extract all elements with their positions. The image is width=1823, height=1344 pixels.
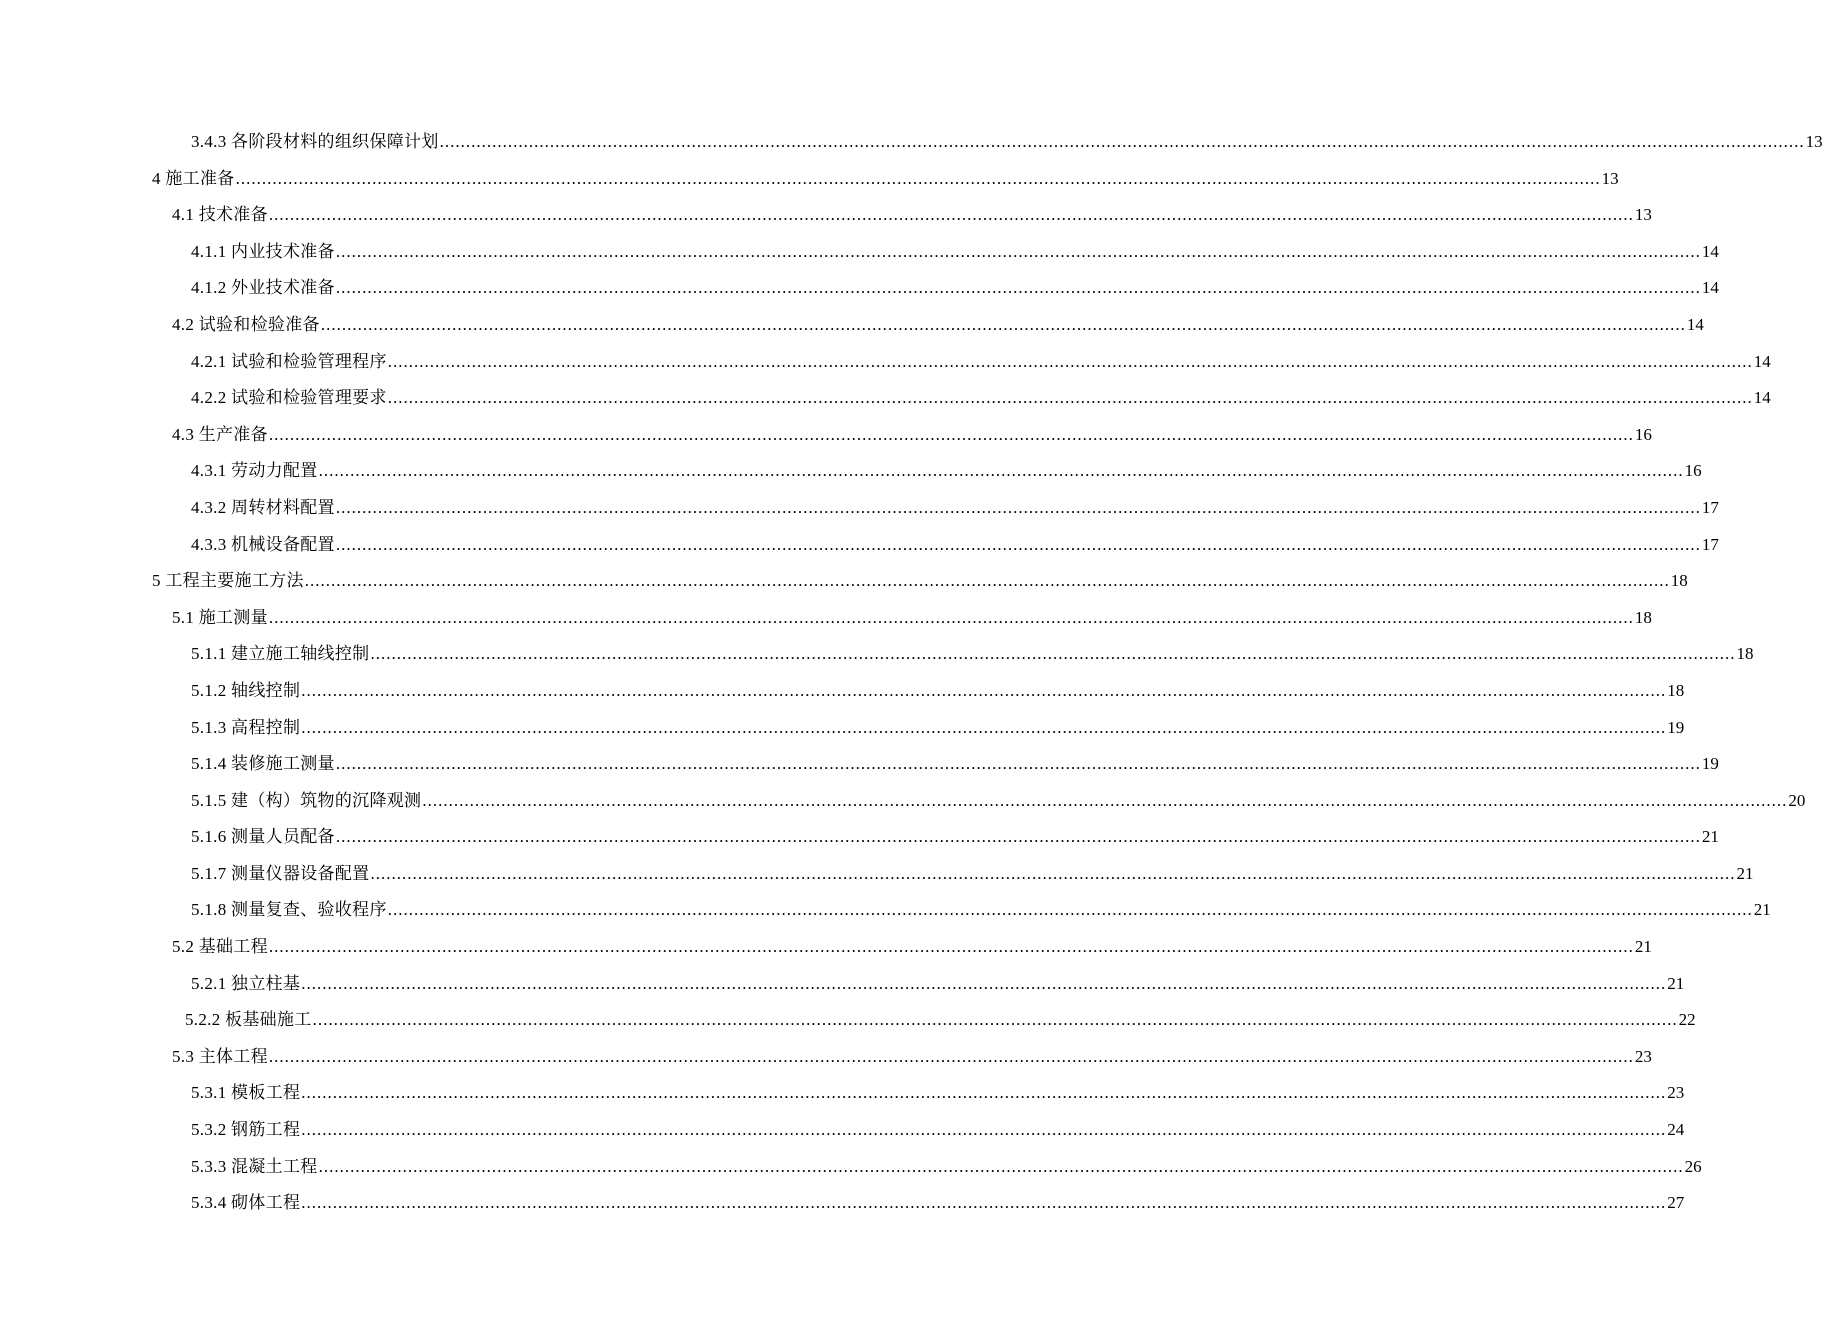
toc-entry-label: 5.3.1 模板工程 [191, 1083, 301, 1103]
toc-leader-dots: .................................................................................................................................................................................................................................................................... [387, 900, 1753, 920]
toc-entry-link[interactable] [191, 895, 1771, 920]
toc-entry-link[interactable] [191, 493, 1719, 518]
toc-leader-dots: .................................................................................................................................................................................................................................................................... [318, 1156, 1684, 1176]
toc-leader-dots: .................................................................................................................................................................................................................................................................... [268, 937, 1634, 957]
toc-entry [0, 447, 1702, 484]
toc-entry-link[interactable] [172, 310, 1704, 335]
toc-entry [0, 960, 1685, 997]
toc-entry [0, 301, 1704, 338]
toc-entry-link[interactable] [191, 383, 1771, 408]
toc-entry [0, 777, 1806, 814]
toc-entry-label: 4.1.1 内业技术准备 [191, 241, 335, 261]
toc-entry [0, 996, 1696, 1033]
toc-entry-page-number: 17 [1701, 497, 1719, 517]
toc-entry [0, 886, 1771, 923]
toc-entry-link[interactable] [185, 1005, 1696, 1030]
toc-entry-page-number: 13 [1634, 205, 1652, 225]
toc-entry-page-number: 17 [1701, 534, 1719, 554]
toc-entry-label: 5.1.1 建立施工轴线控制 [191, 644, 370, 664]
toc-entry [0, 118, 1823, 155]
toc-entry-page-number: 16 [1634, 424, 1652, 444]
toc-entry [0, 338, 1771, 375]
toc-entry [0, 228, 1719, 265]
toc-entry-link[interactable] [191, 1078, 1685, 1103]
toc-entry-link[interactable] [191, 347, 1771, 372]
toc-entry-link[interactable] [191, 822, 1719, 847]
toc-entry-label: 5.1 施工测量 [172, 607, 268, 627]
toc-leader-dots: .................................................................................................................................................................................................................................................................... [370, 863, 1736, 883]
toc-entry-link[interactable] [172, 603, 1652, 628]
toc-entry-page-number: 21 [1753, 900, 1771, 920]
toc-entry [0, 1033, 1652, 1070]
toc-entry-page-number: 14 [1701, 278, 1719, 298]
toc-entry [0, 740, 1719, 777]
toc-entry-page-number: 21 [1667, 973, 1685, 993]
toc-entry-page-number: 14 [1686, 314, 1704, 334]
toc-leader-dots: .................................................................................................................................................................................................................................................................... [387, 351, 1753, 371]
toc-leader-dots: .................................................................................................................................................................................................................................................................... [320, 314, 1686, 334]
toc-entry-link[interactable] [191, 786, 1806, 811]
toc-leader-dots: .................................................................................................................................................................................................................................................................... [312, 1010, 1678, 1030]
toc-entry-link[interactable] [191, 713, 1685, 738]
toc-entry [0, 667, 1685, 704]
toc-entry-page-number: 16 [1684, 461, 1702, 481]
toc-leader-dots: .................................................................................................................................................................................................................................................................... [335, 497, 1701, 517]
toc-entry-label: 5.1.7 测量仪器设备配置 [191, 863, 370, 883]
toc-entry-link[interactable] [172, 1042, 1652, 1067]
toc-entry [0, 704, 1685, 741]
toc-entry [0, 557, 1688, 594]
toc-entry-link[interactable] [172, 420, 1652, 445]
toc-entry-label: 4.3 生产准备 [172, 424, 268, 444]
toc-leader-dots: .................................................................................................................................................................................................................................................................... [235, 168, 1601, 188]
toc-leader-dots: .................................................................................................................................................................................................................................................................... [301, 680, 1667, 700]
toc-entry [0, 484, 1719, 521]
toc-entry [0, 1106, 1685, 1143]
table-of-contents [0, 118, 1823, 1216]
toc-leader-dots: .................................................................................................................................................................................................................................................................... [335, 534, 1701, 554]
toc-entry-link[interactable] [191, 676, 1685, 701]
toc-entry-page-number: 19 [1701, 754, 1719, 774]
toc-leader-dots: .................................................................................................................................................................................................................................................................... [301, 973, 1667, 993]
toc-entry-page-number: 23 [1634, 1046, 1652, 1066]
toc-entry-link[interactable] [191, 530, 1719, 555]
toc-entry-label: 5.2.2 板基础施工 [185, 1010, 312, 1030]
toc-leader-dots: .................................................................................................................................................................................................................................................................... [268, 1046, 1634, 1066]
toc-entry-label: 4 施工准备 [152, 168, 235, 188]
toc-leader-dots: .................................................................................................................................................................................................................................................................... [335, 827, 1701, 847]
toc-entry-label: 5.3.3 混凝土工程 [191, 1156, 318, 1176]
toc-entry-page-number: 22 [1678, 1010, 1696, 1030]
toc-leader-dots: .................................................................................................................................................................................................................................................................... [304, 571, 1670, 591]
toc-leader-dots: .................................................................................................................................................................................................................................................................... [439, 132, 1805, 151]
toc-entry-link[interactable] [152, 164, 1619, 189]
toc-entry-link[interactable] [191, 273, 1719, 298]
toc-entry-page-number: 18 [1634, 607, 1652, 627]
toc-entry-label: 4.3.3 机械设备配置 [191, 534, 335, 554]
toc-leader-dots: .................................................................................................................................................................................................................................................................... [268, 205, 1634, 225]
toc-entry-page-number: 19 [1667, 717, 1685, 737]
toc-entry-label: 5.1.8 测量复查、验收程序 [191, 900, 387, 920]
toc-entry-label: 4.3.2 周转材料配置 [191, 497, 335, 517]
toc-leader-dots: .................................................................................................................................................................................................................................................................... [318, 461, 1684, 481]
toc-entry-label: 4.2 试验和检验准备 [172, 314, 320, 334]
toc-entry [0, 923, 1652, 960]
toc-entry-label: 5.1.2 轴线控制 [191, 680, 301, 700]
toc-entry-link[interactable] [172, 932, 1652, 957]
toc-entry [0, 594, 1652, 631]
toc-entry [0, 374, 1771, 411]
toc-entry-page-number: 24 [1667, 1120, 1685, 1140]
toc-entry-link[interactable] [191, 456, 1702, 481]
toc-entry-page-number: 21 [1701, 827, 1719, 847]
toc-entry [0, 1069, 1685, 1106]
toc-leader-dots: .................................................................................................................................................................................................................................................................... [335, 278, 1701, 298]
toc-entry-page-number: 14 [1753, 388, 1771, 408]
toc-entry-label: 5.1.6 测量人员配备 [191, 827, 335, 847]
toc-entry-page-number: 27 [1667, 1193, 1685, 1213]
toc-entry [0, 264, 1719, 301]
toc-entry-page-number: 21 [1634, 937, 1652, 957]
toc-entry-label: 3.4.3 各阶段材料的组织保障计划 [191, 132, 439, 151]
toc-entry-label: 5.2.1 独立柱基 [191, 973, 301, 993]
toc-entry-link[interactable] [191, 1188, 1685, 1213]
toc-leader-dots: .................................................................................................................................................................................................................................................................... [301, 717, 1667, 737]
toc-entry [0, 155, 1619, 192]
toc-entry-label: 4.2.2 试验和检验管理要求 [191, 388, 387, 408]
toc-entry [0, 521, 1719, 558]
toc-entry [0, 850, 1754, 887]
toc-entry-page-number: 20 [1788, 790, 1806, 810]
toc-entry-label: 4.1.2 外业技术准备 [191, 278, 335, 298]
toc-entry-link[interactable] [191, 127, 1823, 152]
toc-leader-dots: .................................................................................................................................................................................................................................................................... [335, 754, 1701, 774]
toc-entry-page-number: 26 [1684, 1156, 1702, 1176]
toc-entry-label: 4.2.1 试验和检验管理程序 [191, 351, 387, 371]
toc-entry-label: 5.1.4 装修施工测量 [191, 754, 335, 774]
toc-entry-page-number: 18 [1670, 571, 1688, 591]
toc-entry-label: 5 工程主要施工方法 [152, 571, 304, 591]
toc-entry [0, 813, 1719, 850]
toc-entry-link[interactable] [191, 749, 1719, 774]
toc-entry-link[interactable] [191, 237, 1719, 262]
toc-entry-page-number: 13 [1805, 132, 1823, 151]
toc-entry-label: 5.3.4 砌体工程 [191, 1193, 301, 1213]
toc-entry-page-number: 23 [1667, 1083, 1685, 1103]
toc-entry [0, 191, 1652, 228]
toc-entry-link[interactable] [172, 200, 1652, 225]
toc-leader-dots: .................................................................................................................................................................................................................................................................... [301, 1120, 1667, 1140]
toc-entry-page-number: 18 [1667, 680, 1685, 700]
toc-entry-label: 4.3.1 劳动力配置 [191, 461, 318, 481]
toc-entry [0, 411, 1652, 448]
toc-entry-link[interactable] [191, 639, 1754, 664]
toc-entry [0, 630, 1754, 667]
toc-leader-dots: .................................................................................................................................................................................................................................................................... [422, 790, 1788, 810]
toc-leader-dots: .................................................................................................................................................................................................................................................................... [301, 1083, 1667, 1103]
toc-entry-page-number: 18 [1736, 644, 1754, 664]
toc-leader-dots: .................................................................................................................................................................................................................................................................... [268, 424, 1634, 444]
toc-entry [0, 1179, 1685, 1216]
toc-entry-link[interactable] [152, 566, 1688, 591]
toc-entry-label: 5.1.3 高程控制 [191, 717, 301, 737]
toc-entry-label: 5.3 主体工程 [172, 1046, 268, 1066]
toc-entry-label: 5.1.5 建（构）筑物的沉降观测 [191, 790, 422, 810]
toc-entry-label: 5.3.2 钢筋工程 [191, 1120, 301, 1140]
toc-entry [0, 1143, 1702, 1180]
toc-entry-label: 5.2 基础工程 [172, 937, 268, 957]
toc-entry-link[interactable] [191, 859, 1754, 884]
toc-leader-dots: .................................................................................................................................................................................................................................................................... [370, 644, 1736, 664]
toc-entry-page-number: 14 [1753, 351, 1771, 371]
toc-entry-link[interactable] [191, 969, 1685, 994]
toc-entry-label: 4.1 技术准备 [172, 205, 268, 225]
toc-leader-dots: .................................................................................................................................................................................................................................................................... [268, 607, 1634, 627]
toc-leader-dots: .................................................................................................................................................................................................................................................................... [387, 388, 1753, 408]
toc-entry-page-number: 21 [1736, 863, 1754, 883]
toc-entry-link[interactable] [191, 1152, 1702, 1177]
toc-leader-dots: .................................................................................................................................................................................................................................................................... [301, 1193, 1667, 1213]
toc-entry-page-number: 14 [1701, 241, 1719, 261]
toc-leader-dots: .................................................................................................................................................................................................................................................................... [335, 241, 1701, 261]
toc-entry-link[interactable] [191, 1115, 1685, 1140]
toc-entry-page-number: 13 [1601, 168, 1619, 188]
